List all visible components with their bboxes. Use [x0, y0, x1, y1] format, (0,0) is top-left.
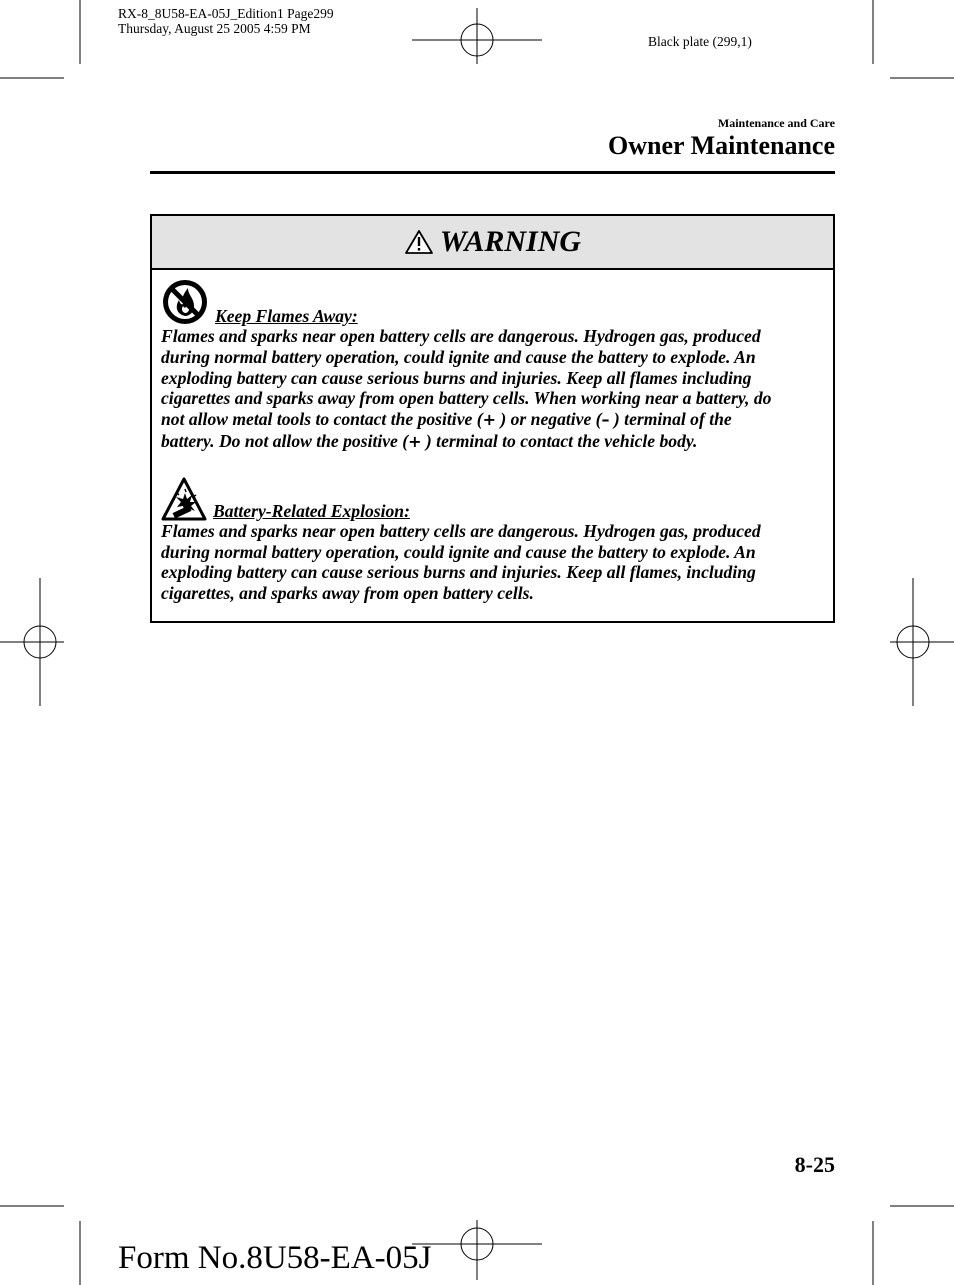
print-job-line: RX-8_8U58-EA-05J_Edition1 Page299: [118, 6, 334, 21]
warning-entry-line: Flames and sparks near open battery cells are dangerous. Hydrogen gas, produced: [161, 326, 761, 346]
section-label: Maintenance and Care: [717, 116, 835, 130]
warning-entry-heading-row: [161, 278, 823, 326]
warning-entry-line: exploding battery can cause serious burns and injuries. Keep all flames including: [161, 367, 752, 388]
print-job-date: Thursday, August 25 2005 4:59 PM: [118, 21, 311, 36]
spacer: [161, 453, 823, 477]
warning-entry-line: [161, 409, 823, 431]
minus-sign: –: [601, 410, 610, 430]
no-flames-icon: [161, 278, 209, 326]
warning-entry-line: exploding battery can cause serious burns and injuries. Keep all flames, including: [161, 562, 756, 583]
page-number: 8-25: [794, 1152, 835, 1177]
warning-entry-line: Flames and sparks near open battery cells are dangerous. Hydrogen gas, produced: [161, 520, 761, 541]
warning-entry-line: during normal battery operation, could ignite and cause the battery to explode. An: [161, 541, 756, 562]
warning-body: [152, 270, 833, 604]
line-segment: ) terminal to contact the vehicle body.: [421, 430, 698, 451]
plus-sign: +: [482, 410, 496, 430]
warning-triangle-icon: [404, 229, 434, 255]
warning-title: WARNING: [439, 225, 582, 258]
line-segment: ) or negative (: [495, 409, 602, 430]
warning-entry-heading: Keep Flames Away:: [215, 306, 358, 326]
line-segment: battery. Do not allow the positive (: [161, 430, 409, 451]
warning-entry-line: cigarettes and sparks away from open battery cells. When working near a battery, do: [161, 388, 772, 409]
plate-label: Black plate (299,1): [648, 34, 752, 49]
explosion-warning-icon: [161, 477, 207, 521]
line-segment: not allow metal tools to contact the positive (: [161, 409, 483, 430]
page-title: Owner Maintenance: [608, 131, 835, 160]
warning-header: [152, 216, 833, 270]
warning-box: [150, 214, 835, 623]
warning-entry-line: during normal battery operation, could ignite and cause the battery to explode. An: [161, 346, 756, 367]
line-segment: ) terminal of the: [609, 409, 732, 430]
warning-entry-line: [161, 431, 823, 453]
header-rule: [150, 171, 835, 174]
plus-sign: +: [408, 431, 422, 451]
warning-entry-line: cigarettes, and sparks away from open battery cells.: [161, 583, 534, 604]
warning-entry-heading: Battery-Related Explosion:: [213, 500, 410, 521]
form-number: Form No.8U58-EA-05J: [118, 1240, 432, 1276]
warning-entry-heading-row: [161, 477, 823, 521]
